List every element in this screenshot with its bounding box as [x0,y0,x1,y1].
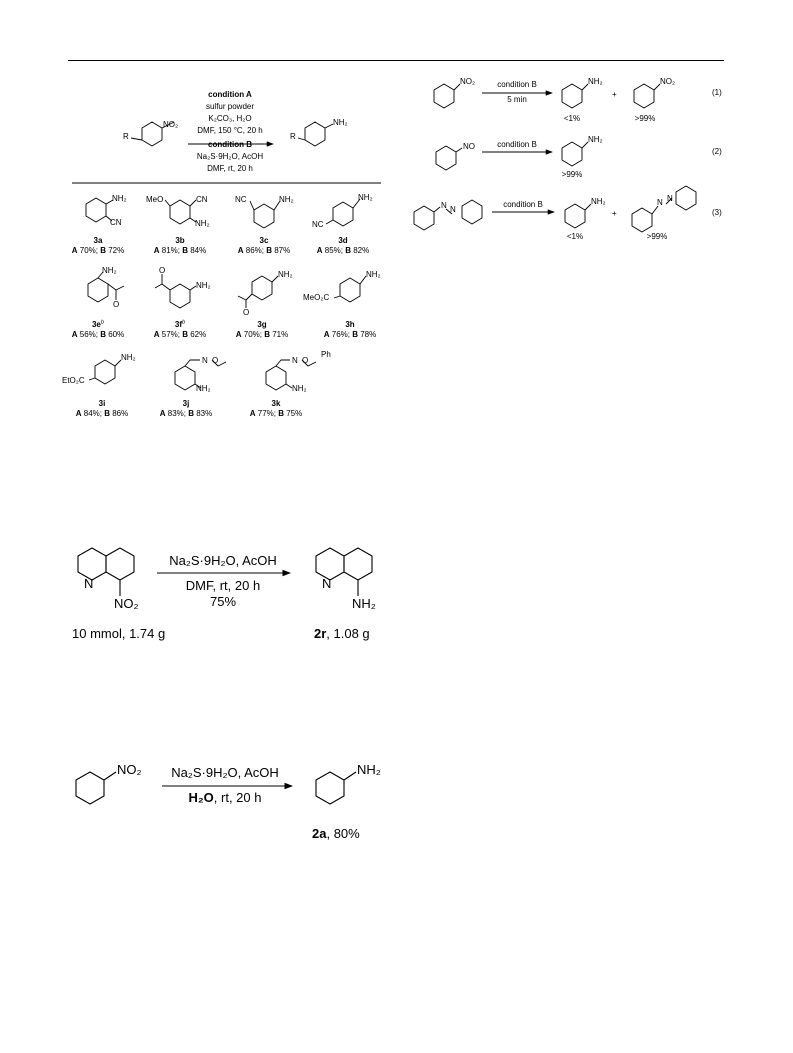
compound-id [246,399,306,409]
compound-yield [53,246,143,256]
yield-value: 82% [351,246,370,255]
ctrl1-pd2-no2: NO₂ [660,77,676,86]
ctrl3-yield1: <1% [566,232,584,241]
condition-letter: B [264,330,270,339]
cond-b-line2: DMF, rt, 20 h [207,164,253,173]
water-solvent: H₂O [188,790,214,805]
gram-pd-id: 2r [314,626,327,641]
yield-value: 57%; [159,330,183,339]
condition-letter: B [182,246,188,255]
3a-cn: CN [110,218,122,227]
ctrl2-yield: >99% [561,170,583,179]
ctrl1-sm-no2: NO₂ [460,77,476,86]
condition-letter: B [352,330,358,339]
condition-letter: A [153,246,160,255]
compound-id-text: 3j [182,399,190,408]
3f-nh2: NH₂ [196,281,211,290]
compound-id-text: 3h [345,320,355,329]
3j-o: O [212,356,219,365]
water-pd-nh2: NH₂ [357,762,381,777]
struct-3k [266,360,316,390]
sm-no2-label: NO₂ [163,120,179,129]
yield-value: 60% [106,330,125,339]
condition-letter: B [100,246,106,255]
gram-yield: 75% [209,594,237,609]
condition-letter: B [188,409,194,418]
ctrl3-pd2 [632,186,696,232]
yield-value: 81%; [159,246,183,255]
water-pd-label [312,826,360,842]
ctrl2-condition: condition B [497,140,537,149]
3g-o: O [243,308,250,317]
ctrl3-sm-n2: N [450,205,456,214]
water-pd [316,772,356,804]
footnote-mark: b [182,319,186,326]
struct-3f [155,274,196,308]
compound-id-text: 3g [257,320,267,329]
compound-id [234,236,294,246]
struct-3e [88,272,124,302]
ctrl1-condition: condition B [497,80,537,89]
yield-value: 87% [272,246,291,255]
3b-cn: CN [196,195,208,204]
3h-nh2: NH₂ [366,270,381,279]
compound-id-text: 3k [271,399,281,408]
3j-nh2: NH₂ [196,384,211,393]
3j-n: N [202,356,208,365]
compound-yield [305,330,395,340]
water-conditions [160,790,290,806]
compound-id-text: 3a [93,236,103,245]
3f-o: O [159,266,166,275]
condition-letter: B [100,330,106,339]
yield-value: 86%; [243,246,267,255]
eq-3: (3) [712,208,722,217]
compound-id [72,399,132,409]
water-conditions-rest: , rt, 20 h [213,790,262,805]
gram-pd-n: N [322,576,332,591]
compound-id [232,320,292,330]
yield-value: 77%; [255,409,279,418]
condition-letter: B [104,409,110,418]
3h-meo2c: MeO₂C [303,293,330,302]
ctrl1-pd1-nh2: NH₂ [588,77,603,86]
3b-meo: MeO [146,195,164,204]
ctrl3-yield2: >99% [646,232,668,241]
3g-nh2: NH₂ [278,270,293,279]
water-pd-id: 2a [312,826,327,841]
gram-sm-amount: 10 mmol, 1.74 g [72,626,166,641]
yield-value: 84% [188,246,207,255]
condition-letter: B [278,409,284,418]
3d-nc: NC [312,220,324,229]
compound-id-text: 3d [338,236,348,245]
gram-sm-no2: NO₂ [114,596,139,611]
condition-letter: A [71,330,78,339]
yield-value: 75% [284,409,303,418]
cond-b-title: condition B [208,140,252,149]
ctrl1-pd2 [634,84,660,108]
condition-letter: B [345,246,351,255]
yield-value: 62% [188,330,207,339]
yield-value: 85%; [322,246,346,255]
yield-value: 86% [110,409,129,418]
3d-nh2: NH₂ [358,193,373,202]
yield-value: 78% [358,330,377,339]
compound-id-text: 3f [174,320,182,329]
compound-yield [298,246,388,256]
3k-n: N [292,356,298,365]
pd-benzene-ring [298,122,333,146]
condition-letter: A [75,409,82,418]
pd-nh2-label: NH₂ [333,118,348,127]
3e-nh2: NH₂ [102,266,117,275]
water-pd-yield: , 80% [326,826,360,841]
3k-ph: Ph [321,350,331,359]
ctrl3-pd1 [565,204,591,228]
water-reagent: Na₂S·9H₂O, AcOH [171,765,279,780]
cond-a-line3: DMF, 150 °C, 20 h [197,126,263,135]
compound-id-text: 3c [259,236,269,245]
ctrl1-plus: + [612,90,617,99]
ctrl3-condition: condition B [503,200,543,209]
compound-id [150,320,210,330]
3c-nc: NC [235,195,247,204]
yield-value: 71% [270,330,289,339]
water-sm [76,772,116,804]
compound-id [150,236,210,246]
compound-yield [217,330,307,340]
compound-yield [53,330,143,340]
struct-3g [238,276,278,308]
gram-sm-n: N [84,576,94,591]
gram-pd-amount [314,626,370,642]
condition-letter: A [159,409,166,418]
cond-a-line1: sulfur powder [205,102,255,111]
ctrl1-yield2: >99% [634,114,656,123]
ctrl3-pd2-n1: N [657,198,663,207]
compound-id-text: 3b [175,236,185,245]
cond-a-title: condition A [208,90,252,99]
ctrl3-pd2-n2: N [667,194,673,203]
ctrl1-time: 5 min [507,95,527,104]
cond-a-line2: K₂CO₃, H₂O [208,114,252,123]
struct-3d [326,199,360,226]
compound-yield [57,409,147,419]
compound-yield [135,330,225,340]
struct-3c [250,201,280,228]
struct-3h [334,276,366,302]
footnote-mark: b [100,319,105,326]
yield-value: 76%; [329,330,353,339]
ctrl3-plus: + [612,209,617,218]
ctrl1-yield1: <1% [563,114,581,123]
ctrl3-pd1-nh2: NH₂ [591,197,606,206]
3c-nh2: NH₂ [279,195,294,204]
cond-b-line1: Na₂S·9H₂O, AcOH [196,152,264,161]
yield-value: 83% [194,409,213,418]
yield-value: 70%; [241,330,265,339]
pd-r-label: R [290,132,296,141]
struct-3i [89,360,121,384]
compound-id [156,399,216,409]
gram-pd-mass: , 1.08 g [326,626,370,641]
condition-letter: B [266,246,272,255]
condition-letter: A [316,246,323,255]
ctrl3-sm [414,200,482,230]
compound-id-text: 3e [91,320,101,329]
compound-id [68,320,128,330]
condition-letter: A [323,330,330,339]
ctrl1-pd1 [562,84,588,108]
yield-value: 56%; [77,330,101,339]
ctrl2-pd [562,142,588,166]
gram-conditions: DMF, rt, 20 h [185,578,261,593]
3b-nh2: NH₂ [195,219,210,228]
yield-value: 70%; [77,246,101,255]
3k-nh2: NH₂ [292,384,307,393]
ctrl2-sm [436,146,462,170]
ctrl2-sm-no: NO [463,142,475,151]
condition-letter: A [71,246,78,255]
compound-id [68,236,128,246]
ctrl3-sm-n1: N [441,201,447,210]
compound-yield [219,246,309,256]
condition-letter: A [249,409,256,418]
condition-letter: A [153,330,160,339]
3k-o: O [302,356,309,365]
compound-id [320,320,380,330]
yield-value: 83%; [165,409,189,418]
struct-3a [86,198,113,222]
compound-yield [141,409,231,419]
eq-1: (1) [712,88,722,97]
compound-id-text: 3i [98,399,106,408]
water-sm-no2: NO₂ [117,762,142,777]
condition-letter: A [237,246,244,255]
yield-value: 84%; [81,409,105,418]
compound-yield [135,246,225,256]
3a-nh2: NH₂ [112,194,127,203]
ctrl2-pd-nh2: NH₂ [588,135,603,144]
compound-id [313,236,373,246]
3i-eto2c: EtO₂C [62,376,85,385]
sm-r-label: R [123,132,129,141]
compound-yield [231,409,321,419]
3e-o: O [113,300,120,309]
condition-letter: B [182,330,188,339]
gram-reagent: Na₂S·9H₂O, AcOH [169,553,277,568]
eq-2: (2) [712,147,722,156]
yield-value: 72% [106,246,125,255]
gram-pd-nh2: NH₂ [352,596,376,611]
3i-nh2: NH₂ [121,353,136,362]
struct-3b [165,200,196,224]
condition-letter: A [235,330,242,339]
ctrl1-sm [434,84,460,108]
